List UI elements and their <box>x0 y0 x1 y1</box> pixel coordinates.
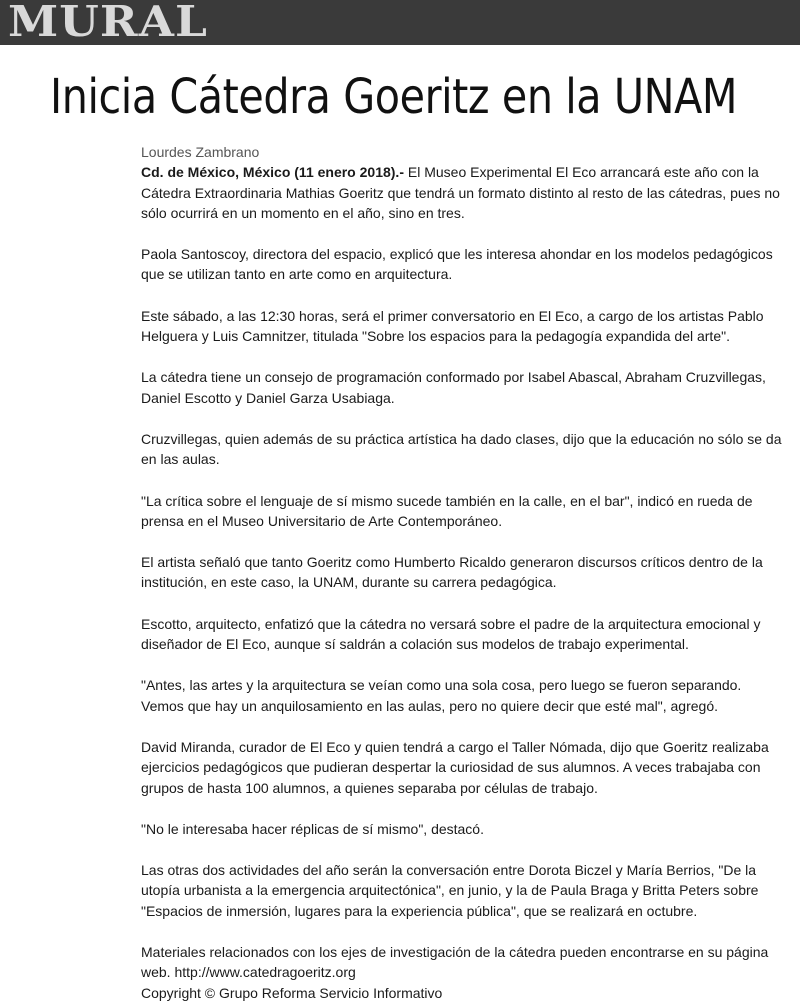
lead-text: El Museo Experimental El Eco arrancará este año con la Cátedra Extraordinaria Mathias Goeritz que tendrá un formato distinto al resto de las cátedras, pues no sólo ocurrirá en un momento en el año, sino en tres. <box>141 164 780 221</box>
article-title: Inicia Cátedra Goeritz en la UNAM <box>50 69 738 125</box>
copyright-notice: Copyright © Grupo Reforma Servicio Informativo <box>141 984 443 1001</box>
paragraph: "No le interesaba hacer réplicas de sí mismo", destacó. <box>141 820 484 837</box>
article-footer <box>141 942 786 1003</box>
article-body <box>141 142 786 1003</box>
dateline: Cd. de México, México (11 enero 2018).- <box>141 164 404 181</box>
closing-paragraph: Materiales relacionados con los ejes de investigación de la cátedra pueden encontrarse en su página web. http://www.catedragoeritz.org <box>141 944 769 981</box>
author-byline: Lourdes Zambrano <box>141 144 260 160</box>
mural-logo[interactable]: MURAL <box>8 0 208 46</box>
paragraph: La cátedra tiene un consejo de programación conformado por Isabel Abascal, Abraham Cruzvillegas, Daniel Escotto y Daniel Garza Usabiaga. <box>141 369 766 406</box>
paragraph: El artista señaló que tanto Goeritz como Humberto Ricaldo generaron discursos críticos dentro de la institución, en este caso, la UNAM, durante su carrera pedagógica. <box>141 554 763 591</box>
paragraph: "Antes, las artes y la arquitectura se veían como una sola cosa, pero luego se fueron separando. Vemos que hay un anquilosamiento en las aulas, pero no quiere decir que esté mal", agregó. <box>141 677 742 714</box>
paragraph: Paola Santoscoy, directora del espacio, explicó que les interesa ahondar en los modelos pedagógicos que se utilizan tanto en arte como en arquitectura. <box>141 246 773 283</box>
paragraph: Este sábado, a las 12:30 horas, será el primer conversatorio en El Eco, a cargo de los artistas Pablo Helguera y Luis Camnitzer, titulada "Sobre los espacios para la pedagogía expandida del arte". <box>141 307 764 345</box>
paragraph: Cruzvillegas, quien además de su práctica artística ha dado clases, dijo que la educación no sólo se da en las aulas. <box>141 430 782 468</box>
lead-paragraph <box>141 162 786 223</box>
masthead <box>0 0 800 45</box>
paragraph: Las otras dos actividades del año serán la conversación entre Dorota Biczel y María Berrios, "De la utopía urbanista a la emergencia arquitectónica", en junio, y la de Paula Braga y Britta Peters sobre "Espacios de inmersión, lugares para la experiencia pública", que se realizará en octubre. <box>141 862 759 919</box>
paragraph: "La crítica sobre el lenguaje de sí mismo sucede también en la calle, en el bar", indicó en rueda de prensa en el Museo Universitario de Arte Contemporáneo. <box>141 492 753 529</box>
paragraph: Escotto, arquitecto, enfatizó que la cátedra no versará sobre el padre de la arquitectura emocional y diseñador de El Eco, aunque sí saldrán a colación sus modelos de trabajo experimental. <box>141 615 761 653</box>
paragraph: David Miranda, curador de El Eco y quien tendrá a cargo el Taller Nómada, dijo que Goeritz realizaba ejercicios pedagógicos que pudieran despertar la curiosidad de sus alumnos. A veces trabajaba con grupos de hasta 100 alumnos, a quienes separaba por células de trabajo. <box>141 738 769 796</box>
